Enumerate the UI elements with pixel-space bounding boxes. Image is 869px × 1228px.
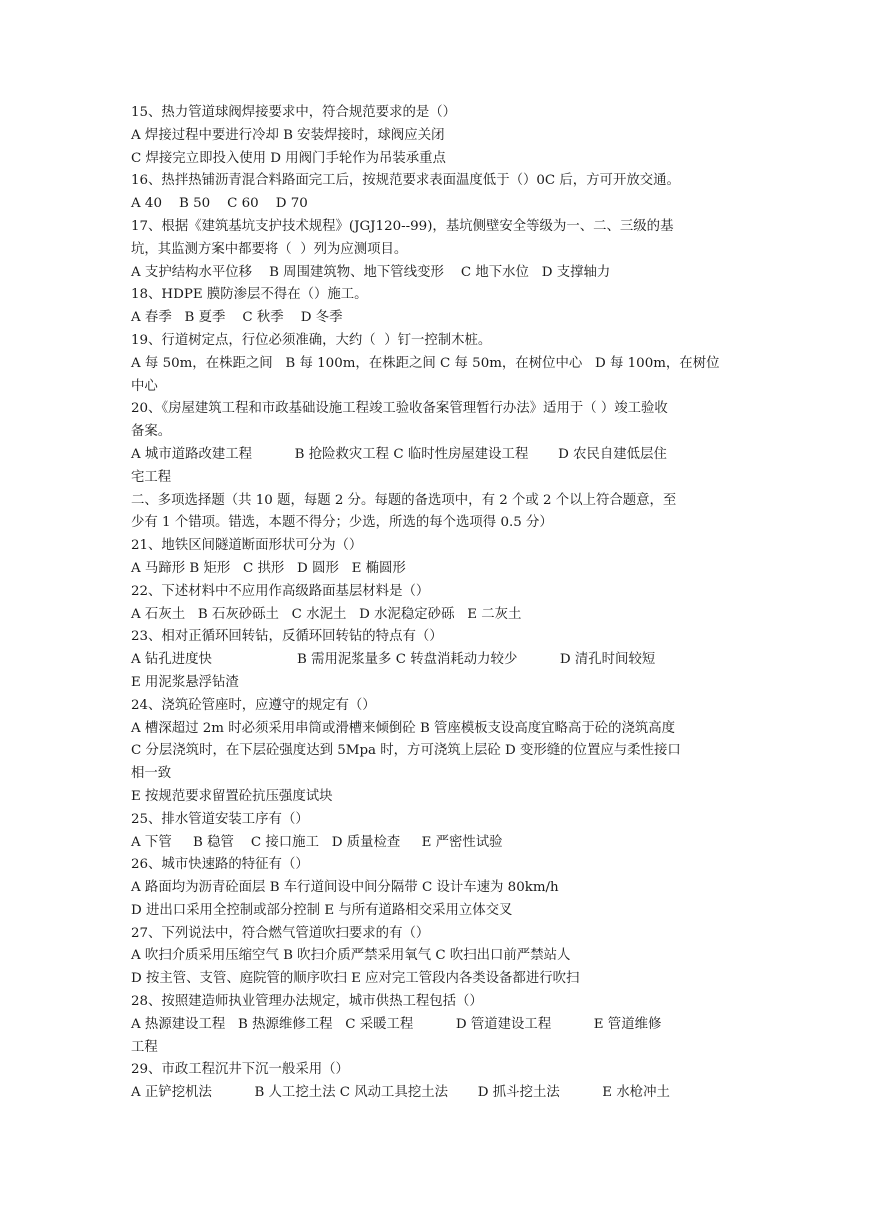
question-17-stem: 坑，其监测方案中都要将（ ）列为应测项目。 bbox=[131, 241, 408, 257]
question-26-options: D 进出口采用全控制或部分控制 E 与所有道路相交采用立体交叉 bbox=[131, 902, 513, 918]
question-15-stem: 15、热力管道球阀焊接要求中，符合规范要求的是（） bbox=[131, 105, 457, 120]
question-26-options: A 路面均为沥青砼面层 B 车行道间设中间分隔带 C 设计车速为 80km/h bbox=[131, 880, 559, 896]
question-22-stem: 22、下述材料中不应用作高级路面基层材料是（） bbox=[131, 583, 430, 599]
question-28-stem: 28、按照建造师执业管理办法规定，城市供热工程包括（） bbox=[131, 994, 483, 1010]
question-17-stem: 17、根据《建筑基坑支护技术规程》(JGJ120--99)，基坑侧壁安全等级为一、二、三级的基 bbox=[131, 218, 674, 234]
question-22-options: A 石灰土 B 石灰砂砾土 C 水泥土 D 水泥稳定砂砾 E 二灰土 bbox=[131, 606, 522, 622]
question-24-stem: 24、浇筑砼管座时，应遵守的规定有（） bbox=[131, 697, 376, 713]
question-23-options: A 钻孔进度快 B 需用泥浆量多 C 转盘消耗动力较少 D 清孔时间较短 bbox=[131, 652, 656, 668]
question-18-options: A 春季 B 夏季 C 秋季 D 冬季 bbox=[131, 310, 343, 326]
question-27-stem: 27、下列说法中，符合燃气管道吹扫要求的有（） bbox=[131, 925, 430, 941]
question-17-options: A 支护结构水平位移 B 周围建筑物、地下管线变形 C 地下水位 D 支撑轴力 bbox=[131, 264, 611, 280]
question-26-stem: 26、城市快速路的特征有（） bbox=[131, 857, 309, 873]
question-16-stem: 16、热拌热铺沥青混合料路面完工后，按规范要求表面温度低于（）0C 后，方可开放交通。 bbox=[131, 173, 680, 189]
question-20-options: A 城市道路改建工程 B 抢险救灾工程 C 临时性房屋建设工程 D 农民自建低层住 bbox=[131, 446, 667, 462]
question-19-options: A 每 50m，在株距之间 B 每 100m，在株距之间 C 每 50m，在树位中心 D 每 100m，在树位 bbox=[131, 355, 720, 371]
question-25-stem: 25、排水管道安装工序有（） bbox=[131, 811, 309, 827]
question-20-stem: 备案。 bbox=[131, 424, 172, 440]
question-28-options: A 热源建设工程 B 热源维修工程 C 采暖工程 D 管道建设工程 E 管道维修 bbox=[131, 1016, 662, 1032]
question-21-options: A 马蹄形 B 矩形 C 拱形 D 圆形 E 椭圆形 bbox=[131, 560, 406, 576]
section-heading: 二、多项选择题（共 10 题，每题 2 分。每题的备选项中，有 2 个或 2 个以上符合题意，至 bbox=[131, 492, 677, 508]
question-25-options: A 下管 B 稳管 C 接口施工 D 质量检查 E 严密性试验 bbox=[131, 834, 503, 850]
question-23-stem: 23、相对正循环回转钻，反循环回转钻的特点有（） bbox=[131, 629, 443, 645]
document-page bbox=[131, 102, 743, 1105]
question-19-stem: 19、行道树定点，行位必须准确，大约（ ）钉一控制木桩。 bbox=[131, 332, 492, 348]
question-19-options: 中心 bbox=[131, 378, 158, 394]
section-heading: 少有 1 个错项。错选，本题不得分；少选，所选的每个选项得 0.5 分） bbox=[131, 515, 553, 531]
question-27-options: D 按主管、支管、庭院管的顺序吹扫 E 应对完工管段内各类设备都进行吹扫 bbox=[131, 971, 580, 987]
question-29-options: A 正铲挖机法 B 人工挖土法 C 风动工具挖土法 D 抓斗挖土法 E 水枪冲土 bbox=[131, 1085, 670, 1101]
question-15-options: C 焊接完立即投入使用 D 用阀门手轮作为吊装承重点 bbox=[131, 150, 446, 166]
question-28-options: 工程 bbox=[131, 1039, 158, 1055]
question-24-options: C 分层浇筑时，在下层砼强度达到 5Mpa 时，方可浇筑上层砼 D 变形缝的位置应与柔性接口 bbox=[131, 743, 681, 759]
question-16-options: A 40 B 50 C 60 D 70 bbox=[131, 196, 308, 212]
question-24-options: E 按规范要求留置砼抗压强度试块 bbox=[131, 788, 333, 804]
question-24-options: A 槽深超过 2m 时必须采用串筒或滑槽来倾倒砼 B 管座模板支设高度宜略高于砼的浇筑高度 bbox=[131, 720, 676, 736]
question-21-stem: 21、地铁区间隧道断面形状可分为（） bbox=[131, 538, 363, 554]
question-18-stem: 18、HDPE 膜防渗层不得在（）施工。 bbox=[131, 287, 368, 303]
question-27-options: A 吹扫介质采用压缩空气 B 吹扫介质严禁采用氧气 C 吹扫出口前严禁站人 bbox=[131, 948, 571, 964]
question-23-options: E 用泥浆悬浮钻渣 bbox=[131, 674, 239, 690]
question-20-stem: 20、《房屋建筑工程和市政基础设施工程竣工验收备案管理暂行办法》适用于（ ）竣工验收 bbox=[131, 401, 668, 417]
question-29-stem: 29、市政工程沉井下沉一般采用（） bbox=[131, 1062, 349, 1078]
question-20-options: 宅工程 bbox=[131, 469, 172, 485]
question-15-options: A 焊接过程中要进行冷却 B 安装焊接时，球阀应关闭 bbox=[131, 127, 445, 143]
question-24-options: 相一致 bbox=[131, 766, 172, 782]
